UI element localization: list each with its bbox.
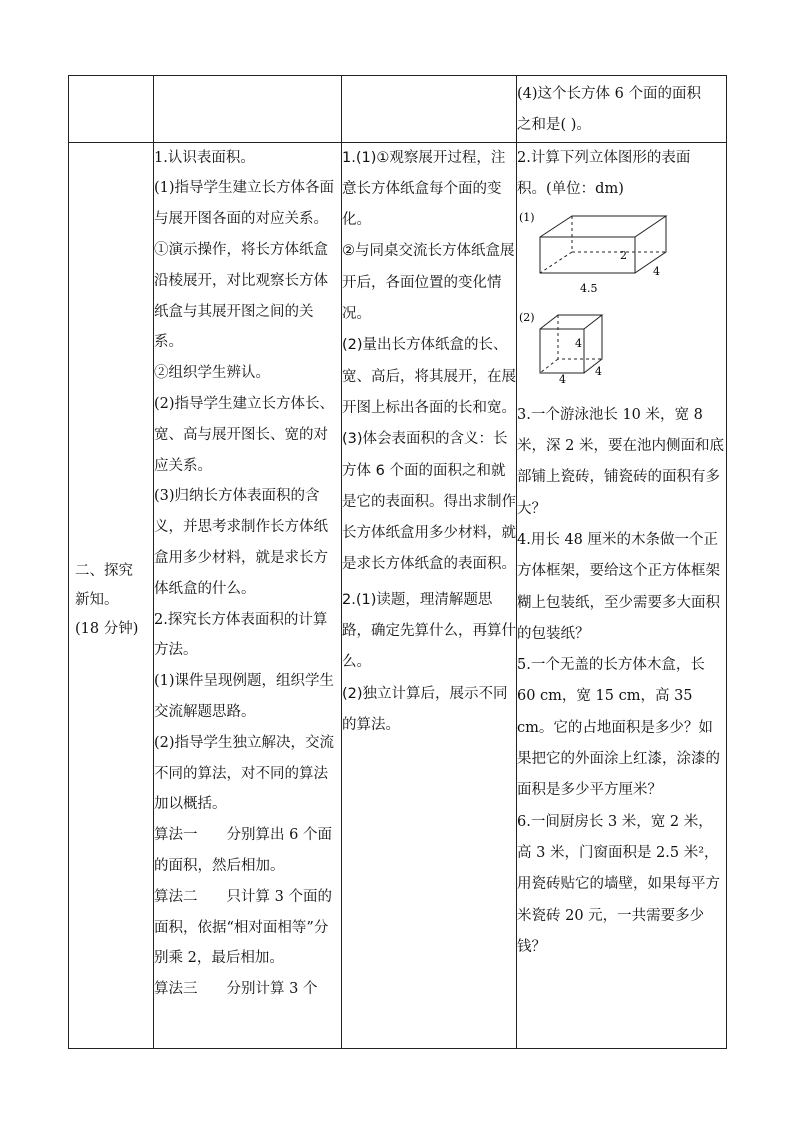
stage-cell: [69, 142, 154, 1048]
stage-duration: (18 分钟): [75, 620, 139, 637]
q1-part4-line2: 之和是( )。: [517, 117, 591, 134]
question-5: 5.一个无盖的长方体木盒，长 60 cm，宽 15 cm，高 35 cm。它的占地面积是多少？如果把它的外面涂上红漆，涂漆的面积是多少平方厘米？: [517, 657, 720, 799]
student-paragraph: 1.(1)①观察展开过程，注意长方体纸盒每个面的变化。: [342, 149, 506, 229]
exercise-cell-top: [517, 76, 727, 143]
fig2-height: 4: [575, 337, 582, 351]
teacher-paragraph: 算法三 分别计算 3 个: [154, 981, 318, 998]
cube-diagram: [517, 309, 713, 385]
student-paragraph: (3)体会表面积的含义：长方体 6 个面的面积之和就是它的表面积。得出求制作长方体纸盒用多少材料，就是求长方体纸盒的表面积。: [342, 431, 516, 573]
teacher-paragraph: (1)课件呈现例题，组织学生交流解题思路。: [154, 673, 335, 720]
question-3: 3.一个游泳池长 10 米，宽 8 米，深 2 米，要在池内侧面和底部铺上瓷砖，铺瓷砖的面积有多大？: [517, 406, 724, 517]
q2-line2: 积。(单位：dm): [517, 180, 624, 197]
teacher-paragraph: (2)指导学生建立长方体长、宽、高与展开图长、宽的对应关系。: [154, 395, 335, 474]
exercise-cell: [517, 142, 727, 1048]
cuboid-diagram: [517, 207, 713, 297]
teacher-paragraph: 算法一 分别算出 6 个面的面积，然后相加。: [154, 827, 332, 874]
fig1-length: 4.5: [580, 282, 598, 296]
q1-part4-line1: (4)这个长方体 6 个面的面积: [517, 86, 701, 102]
table-row: [69, 142, 727, 1048]
empty-cell: [342, 76, 517, 143]
stage-name-line2: 新知。: [75, 591, 119, 608]
student-paragraph: 2.(1)读题，理清解题思路，确定先算什么，再算什么。: [342, 591, 516, 671]
teacher-paragraph: ①演示操作，将长方体纸盒沿棱展开，对比观察长方体纸盒与其展开图之间的关系。: [154, 241, 328, 351]
student-activity-cell: [342, 142, 517, 1048]
q2-line1: 2.计算下列立体图形的表面: [517, 149, 691, 166]
teacher-paragraph: 1.认识表面积。: [154, 149, 255, 166]
fig2-label: (2): [519, 311, 535, 325]
fig2-width: 4: [595, 365, 602, 379]
fig1-width: 4: [653, 265, 660, 279]
empty-cell: [154, 76, 342, 143]
student-paragraph: (2)独立计算后，展示不同的算法。: [342, 685, 508, 733]
stage-name-line1: 二、探究: [75, 562, 133, 579]
lesson-plan-table: [68, 75, 727, 1049]
teacher-paragraph: 2.探究长方体表面积的计算方法。: [154, 611, 328, 659]
figure-cube: [517, 309, 726, 397]
fig1-height: 2: [620, 249, 627, 263]
question-6: 6.一间厨房长 3 米，宽 2 米，高 3 米，门窗面积是 2.5 米²，用瓷砖贴它的墙壁，如果每平方米瓷砖 20 元，一共需要多少钱？: [517, 813, 720, 955]
fig1-label: (1): [519, 211, 535, 225]
student-paragraph: ②与同桌交流长方体纸盒展开后，各面位置的变化情况。: [342, 243, 515, 323]
student-paragraph: (2)量出长方体纸盒的长、宽、高后，将其展开，在展开图上标出各面的长和宽。: [342, 337, 516, 416]
teacher-activity-cell: [154, 142, 342, 1048]
teacher-paragraph: 算法二 只计算 3 个面的面积，依据“相对面相等”分别乘 2，最后相加。: [154, 888, 332, 967]
teacher-paragraph: (1)指导学生建立长方体各面与展开图各面的对应关系。: [154, 180, 335, 228]
teacher-paragraph: ②组织学生辨认。: [154, 365, 270, 382]
empty-cell: [69, 76, 154, 143]
question-4: 4.用长 48 厘米的木条做一个正方体框架，要给这个正方体框架糊上包装纸，至少需要多大面积的包装纸？: [517, 531, 720, 642]
teacher-paragraph: (2)指导学生独立解决，交流不同的算法，对不同的算法加以概括。: [154, 734, 335, 813]
fig2-length: 4: [559, 373, 566, 386]
table-row: [69, 76, 727, 143]
teacher-paragraph: (3)归纳长方体表面积的含义，并思考求制作长方体纸盒用多少材料，就是求长方体纸盒的什么。: [154, 488, 328, 597]
figure-cuboid: [517, 207, 726, 309]
